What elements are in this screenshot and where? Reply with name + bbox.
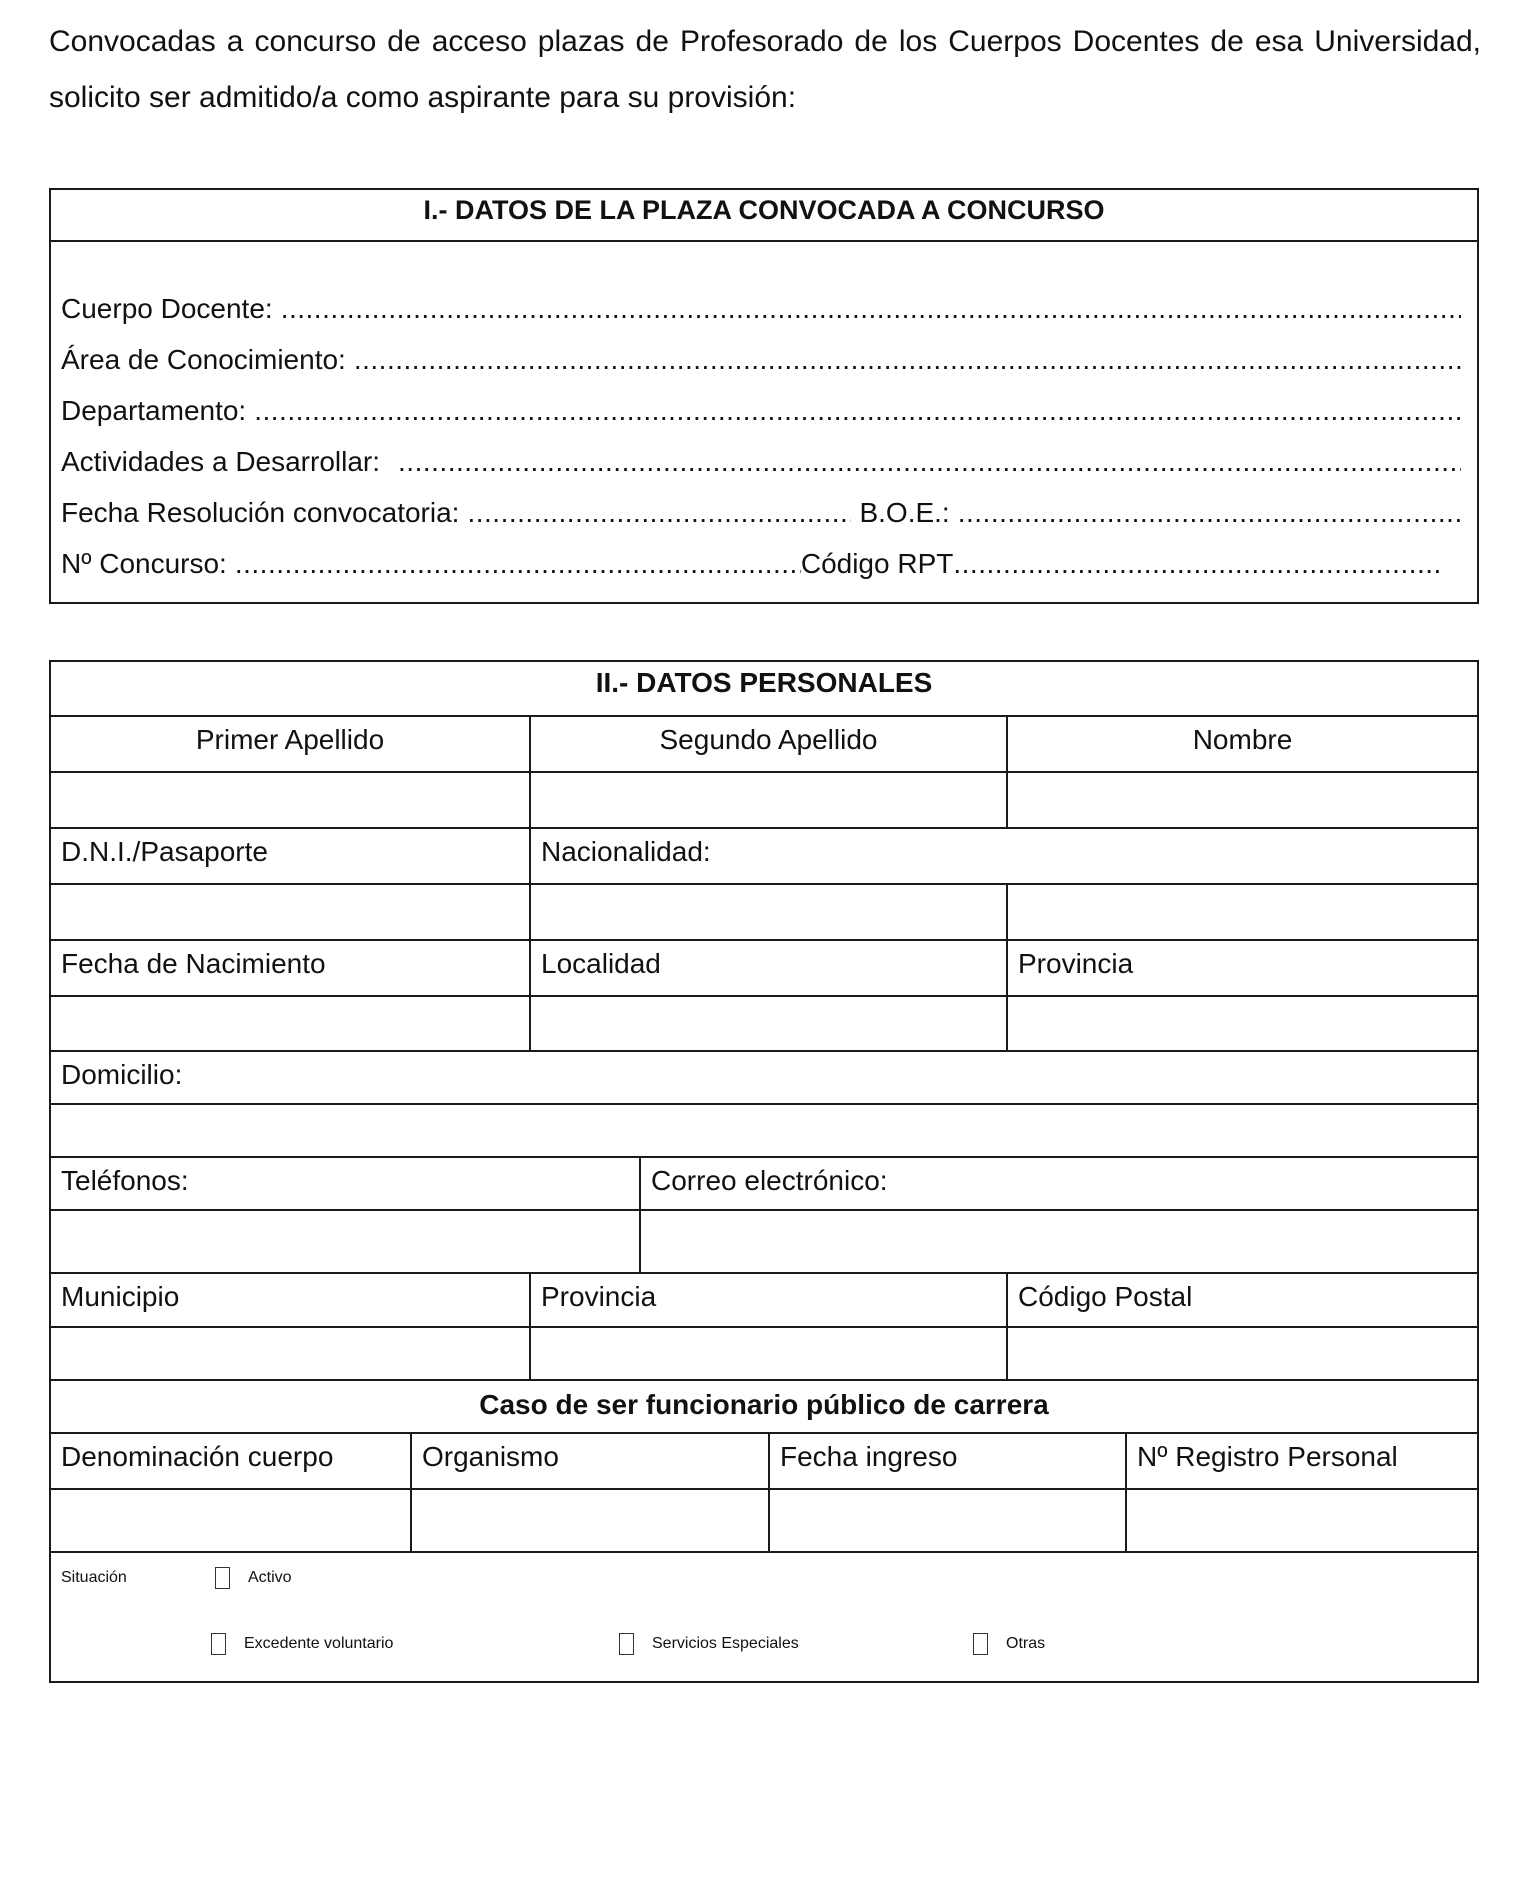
funcionario-title-row <box>51 1379 1477 1432</box>
domicilio-input[interactable] <box>51 1105 1477 1156</box>
intro-paragraph: Convocadas a concurso de acceso plazas de Profesorado de los Cuerpos Docentes de esa Universidad, solicito ser admitido/a como aspirante para su provisión: <box>49 25 1481 114</box>
cuerpo-docente-field[interactable] <box>281 293 1461 325</box>
servicios-especiales-checkbox[interactable] <box>619 1633 634 1655</box>
funcionario-title: Caso de ser funcionario público de carrera <box>479 1389 1049 1420</box>
primer-apellido-label: Primer Apellido <box>195 724 385 755</box>
otras-checkbox[interactable] <box>973 1633 988 1655</box>
area-conocimiento-field[interactable] <box>354 344 1461 376</box>
correo-label: Correo electrónico: <box>639 1158 1477 1209</box>
birth-input-row <box>51 995 1477 1050</box>
situacion-label: Situación <box>61 1569 127 1586</box>
codigo-postal-label: Código Postal <box>1006 1274 1477 1326</box>
funcionario-input-row <box>51 1488 1477 1551</box>
birth-header-row <box>51 939 1477 995</box>
municipio-label: Municipio <box>61 1281 180 1312</box>
situacion-row <box>51 1551 1477 1683</box>
area-conocimiento-label: Área de Conocimiento: <box>61 344 346 375</box>
fecha-resolucion-field[interactable] <box>467 497 851 529</box>
domicilio-header-row <box>51 1050 1477 1103</box>
nombre-label: Nombre <box>1006 717 1477 771</box>
dni-header-row <box>51 827 1477 883</box>
activo-option[interactable] <box>215 1563 292 1593</box>
servicios-especiales-label: Servicios Especiales <box>652 1635 799 1652</box>
nacionalidad-input-extra[interactable] <box>1006 885 1477 939</box>
plaza-fields <box>61 293 1461 599</box>
field-row-actividades <box>61 446 1461 497</box>
actividades-label: Actividades a Desarrollar: <box>61 446 381 477</box>
denominacion-cuerpo-label: Denominación cuerpo <box>61 1441 334 1472</box>
section-title-row <box>51 662 1477 715</box>
provincia-label: Provincia <box>1006 941 1477 995</box>
plaza-section <box>49 188 1479 604</box>
actividades-field[interactable] <box>398 446 1461 478</box>
departamento-field[interactable] <box>254 395 1461 427</box>
dni-label: D.N.I./Pasaporte <box>61 836 268 867</box>
provincia-input[interactable] <box>1006 997 1477 1050</box>
fecha-ingreso-label: Fecha ingreso <box>768 1434 1125 1488</box>
funcionario-header-row <box>51 1432 1477 1488</box>
excedente-checkbox[interactable] <box>211 1633 226 1655</box>
segundo-apellido-label: Segundo Apellido <box>529 717 1006 771</box>
dni-input[interactable] <box>51 885 529 939</box>
segundo-apellido-input[interactable] <box>529 773 1006 827</box>
activo-checkbox[interactable] <box>215 1567 230 1589</box>
telefonos-input[interactable] <box>51 1211 639 1272</box>
excedente-option[interactable] <box>211 1629 393 1659</box>
servicios-especiales-option[interactable] <box>619 1629 799 1659</box>
codigo-rpt-field[interactable] <box>953 548 1443 580</box>
field-row-fecha-boe <box>61 497 1461 548</box>
field-row-cuerpo-docente <box>61 293 1461 344</box>
activo-label: Activo <box>248 1569 292 1586</box>
denominacion-cuerpo-input[interactable] <box>51 1490 410 1551</box>
address-input-row <box>51 1326 1477 1379</box>
otras-option[interactable] <box>973 1629 1045 1659</box>
contact-header-row <box>51 1156 1477 1209</box>
field-row-concurso-rpt <box>61 548 1461 599</box>
fecha-nacimiento-label: Fecha de Nacimiento <box>61 948 326 979</box>
telefonos-label: Teléfonos: <box>61 1165 189 1196</box>
primer-apellido-input[interactable] <box>51 773 529 827</box>
names-input-row <box>51 771 1477 827</box>
field-row-area-conocimiento <box>61 344 1461 395</box>
field-row-departamento <box>61 395 1461 446</box>
domicilio-input-row <box>51 1103 1477 1156</box>
section-title: II.- DATOS PERSONALES <box>595 667 933 698</box>
excedente-label: Excedente voluntario <box>244 1635 394 1652</box>
address-header-row <box>51 1272 1477 1326</box>
provincia2-label: Provincia <box>529 1274 1006 1326</box>
fecha-nacimiento-input[interactable] <box>51 997 529 1050</box>
boe-label: B.O.E.: <box>859 497 950 528</box>
dni-input-row <box>51 883 1477 939</box>
domicilio-label: Domicilio: <box>61 1059 183 1090</box>
localidad-label: Localidad <box>529 941 1006 995</box>
codigo-postal-input[interactable] <box>1006 1328 1477 1379</box>
n-registro-input[interactable] <box>1125 1490 1477 1551</box>
fecha-resolucion-label: Fecha Resolución convocatoria: <box>61 497 460 528</box>
fecha-ingreso-input[interactable] <box>768 1490 1125 1551</box>
provincia2-input[interactable] <box>529 1328 1006 1379</box>
otras-label: Otras <box>1006 1635 1046 1652</box>
nombre-input[interactable] <box>1006 773 1477 827</box>
nacionalidad-label: Nacionalidad: <box>529 829 1477 883</box>
correo-input[interactable] <box>639 1211 1477 1272</box>
nacionalidad-input[interactable] <box>529 885 1006 939</box>
personal-data-section <box>49 660 1479 1683</box>
departamento-label: Departamento: <box>61 395 247 426</box>
section-title: I.- DATOS DE LA PLAZA CONVOCADA A CONCURSO <box>51 190 1477 242</box>
n-registro-label: Nº Registro Personal <box>1125 1434 1477 1488</box>
municipio-input[interactable] <box>51 1328 529 1379</box>
organismo-label: Organismo <box>410 1434 768 1488</box>
boe-field[interactable] <box>958 497 1461 529</box>
codigo-rpt-label: Código RPT <box>800 548 954 579</box>
organismo-input[interactable] <box>410 1490 768 1551</box>
n-concurso-field[interactable] <box>235 548 801 580</box>
cuerpo-docente-label: Cuerpo Docente: <box>61 293 273 324</box>
names-header-row <box>51 715 1477 771</box>
contact-input-row <box>51 1209 1477 1272</box>
localidad-input[interactable] <box>529 997 1006 1050</box>
n-concurso-label: Nº Concurso: <box>61 548 227 579</box>
